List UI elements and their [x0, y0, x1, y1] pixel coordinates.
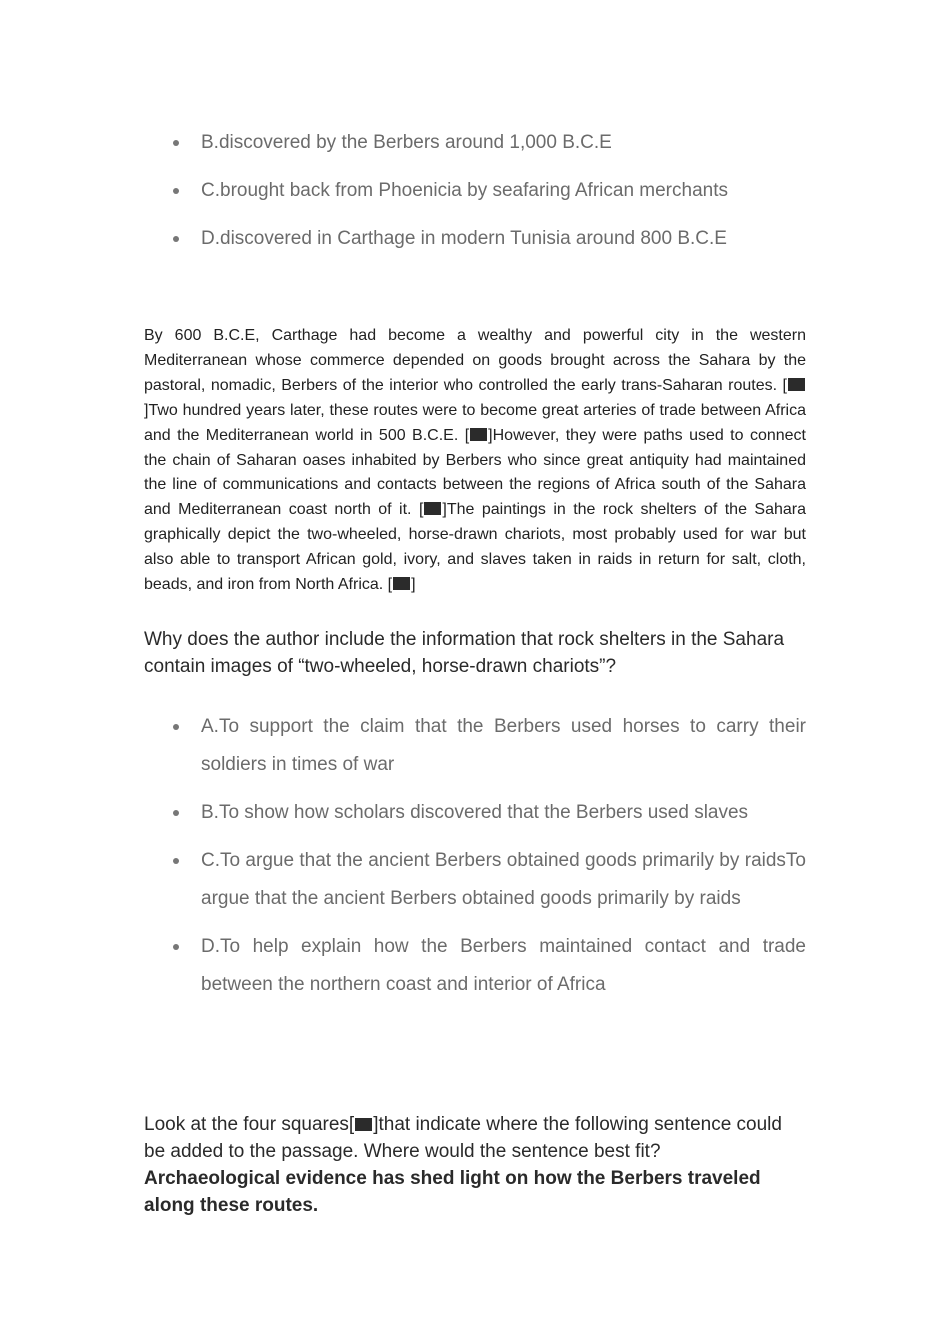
- bullet-icon: [173, 140, 179, 146]
- insert-square-icon[interactable]: [424, 502, 441, 515]
- answer-options: [144, 708, 806, 1014]
- passage-segment-3: However, they were paths used to connect the chain of Saharan oases inhabited by Berbers who since great antiquity had maintained the line of communications and contacts between the regions of Africa south of the Sahara and Mediterranean coast north of it.: [144, 426, 806, 519]
- option-text: A.To support the claim that the Berbers used horses to carry their soldiers in times of war: [201, 716, 806, 775]
- bullet-icon: [173, 858, 179, 864]
- answer-option-a[interactable]: [144, 708, 806, 784]
- insert-sentence: Archaeological evidence has shed light on how the Berbers traveled along these routes.: [144, 1168, 761, 1216]
- bracket-open: [: [464, 426, 470, 444]
- bracket-close: ]: [411, 576, 416, 594]
- bracket-open: [: [782, 376, 787, 394]
- answer-option-b[interactable]: [144, 794, 806, 832]
- passage-segment-4: The paintings in the rock shelters of the Sahara graphically depict the two-wheeled, horse-drawn chariots, most probably used for war but also able to transport African gold, ivory, and slaves taken in raids in return for salt, cloth, beads, and iron from North Africa.: [144, 501, 806, 594]
- option-text: D.discovered in Carthage in modern Tunisia around 800 B.C.E: [201, 228, 727, 249]
- bracket-open: [: [387, 576, 393, 594]
- passage-segment-2: Two hundred years later, these routes were to become great arteries of trade between Africa and the Mediterranean world in 500 B.C.E.: [144, 401, 806, 444]
- bullet-icon: [173, 724, 179, 730]
- passage-segment-1: By 600 B.C.E, Carthage had become a wealthy and powerful city in the western Mediterranean whose commerce depended on goods brought across the Sahara by the pastoral, nomadic, Berbers of the interior who controlled the early trans-Saharan routes.: [144, 327, 806, 394]
- bracket-open: [: [348, 1114, 355, 1135]
- reading-passage: [144, 324, 806, 598]
- bracket-close: ]: [144, 401, 149, 419]
- square-icon: [355, 1118, 372, 1131]
- bracket-open: [: [418, 501, 424, 519]
- answer-option-c[interactable]: [144, 172, 806, 210]
- bullet-icon: [173, 810, 179, 816]
- question-text-after: that indicate where the following sentence could be added to the passage. Where would the sentence best fit?: [144, 1114, 782, 1162]
- answer-option-b[interactable]: [144, 124, 806, 162]
- bracket-close: ]: [442, 501, 447, 519]
- answer-options-previous: [144, 124, 806, 268]
- bullet-icon: [173, 188, 179, 194]
- insert-square-icon[interactable]: [788, 378, 805, 391]
- question-text-before: Look at the four squares: [144, 1114, 349, 1135]
- insert-square-icon[interactable]: [470, 428, 487, 441]
- bullet-icon: [173, 236, 179, 242]
- option-text: C.To argue that the ancient Berbers obtained goods primarily by raidsTo argue that the ancient Berbers obtained goods primarily by raids: [201, 850, 806, 909]
- insert-square-icon[interactable]: [393, 577, 410, 590]
- insert-question: [144, 1111, 806, 1219]
- bracket-close: ]: [373, 1114, 379, 1135]
- option-text: B.discovered by the Berbers around 1,000 B.C.E: [201, 132, 612, 153]
- bracket-close: ]: [488, 426, 493, 444]
- answer-option-d[interactable]: [144, 220, 806, 258]
- option-text: D.To help explain how the Berbers maintained contact and trade between the northern coast and interior of Africa: [201, 936, 806, 995]
- bullet-icon: [173, 944, 179, 950]
- answer-option-c[interactable]: [144, 842, 806, 918]
- option-text: B.To show how scholars discovered that the Berbers used slaves: [201, 802, 749, 823]
- question-text: Why does the author include the information that rock shelters in the Sahara contain images of “two-wheeled, horse-drawn chariots”?: [144, 629, 785, 677]
- answer-option-d[interactable]: [144, 928, 806, 1004]
- option-text: C.brought back from Phoenicia by seafaring African merchants: [201, 180, 728, 201]
